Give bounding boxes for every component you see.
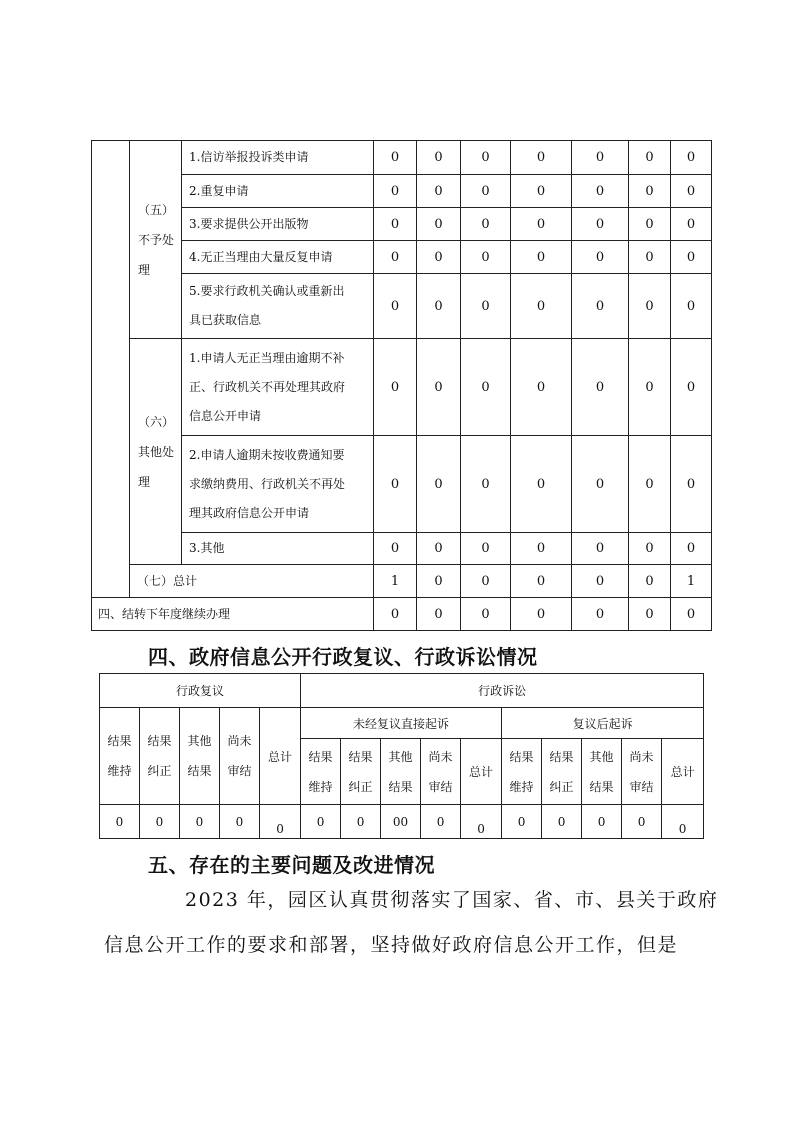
section-heading-problems-improvements: 五、存在的主要问题及改进情况 xyxy=(148,853,435,877)
col-header-other-result: 其他 结果 xyxy=(582,739,622,805)
table-row xyxy=(92,533,712,565)
value-cell: 0 xyxy=(374,339,417,436)
table-row xyxy=(100,805,704,839)
carryover-label: 四、结转下年度继续办理 xyxy=(92,598,374,631)
value-cell: 1 xyxy=(671,565,712,598)
value-cell: 0 xyxy=(417,241,461,274)
value-cell: 0 xyxy=(260,805,301,839)
value-cell: 0 xyxy=(461,274,511,339)
col-header-pending: 尚未 审结 xyxy=(622,739,662,805)
col-header-other-result: 其他 结果 xyxy=(180,708,220,805)
value-cell: 0 xyxy=(374,274,417,339)
value-cell: 0 xyxy=(572,565,629,598)
value-cell: 0 xyxy=(461,208,511,241)
value-cell: 0 xyxy=(671,241,712,274)
value-cell: 0 xyxy=(502,805,542,839)
table-row xyxy=(92,274,712,339)
value-cell: 0 xyxy=(629,241,671,274)
value-cell: 0 xyxy=(461,175,511,208)
outer-indent-cell xyxy=(92,565,130,598)
value-cell: 0 xyxy=(572,241,629,274)
outer-indent-cell xyxy=(92,175,130,208)
outer-indent-cell xyxy=(92,241,130,274)
value-cell: 0 xyxy=(461,141,511,175)
value-cell: 0 xyxy=(572,141,629,175)
category-label-other-handling: （六） 其他处 理 xyxy=(130,339,182,565)
value-cell: 0 xyxy=(572,339,629,436)
value-cell: 0 xyxy=(671,141,712,175)
col-header-result-upheld: 结果 维持 xyxy=(502,739,542,805)
section-heading-review-litigation: 四、政府信息公开行政复议、行政诉讼情况 xyxy=(148,645,538,669)
col-header-pending: 尚未 审结 xyxy=(421,739,461,805)
value-cell: 0 xyxy=(671,436,712,533)
value-cell: 00 xyxy=(381,805,421,839)
value-cell: 0 xyxy=(417,175,461,208)
value-cell: 0 xyxy=(417,274,461,339)
table-row xyxy=(92,175,712,208)
value-cell: 0 xyxy=(511,208,572,241)
value-cell: 0 xyxy=(511,565,572,598)
value-cell: 0 xyxy=(220,805,260,839)
value-cell: 0 xyxy=(629,141,671,175)
value-cell: 0 xyxy=(374,533,417,565)
value-cell: 0 xyxy=(417,436,461,533)
outer-indent-cell xyxy=(92,436,130,533)
value-cell: 0 xyxy=(511,339,572,436)
value-cell: 0 xyxy=(629,208,671,241)
value-cell: 0 xyxy=(374,141,417,175)
col-header-pending: 尚未 审结 xyxy=(220,708,260,805)
value-cell: 0 xyxy=(417,141,461,175)
value-cell: 0 xyxy=(100,805,140,839)
value-cell: 0 xyxy=(511,274,572,339)
item-label: 2.申请人逾期未按收费通知要 求缴纳费用、行政机关不再处 理其政府信息公开申请 xyxy=(182,436,374,533)
value-cell: 0 xyxy=(301,805,341,839)
value-cell: 0 xyxy=(511,141,572,175)
value-cell: 1 xyxy=(374,565,417,598)
col-header-result-upheld: 结果 维持 xyxy=(301,739,341,805)
value-cell: 0 xyxy=(629,533,671,565)
outer-indent-cell xyxy=(92,339,130,436)
value-cell: 0 xyxy=(511,598,572,631)
value-cell: 0 xyxy=(542,805,582,839)
value-cell: 0 xyxy=(417,565,461,598)
table-row xyxy=(92,208,712,241)
value-cell: 0 xyxy=(629,274,671,339)
col-header-result-corrected: 结果 纠正 xyxy=(341,739,381,805)
table-row xyxy=(92,241,712,274)
value-cell: 0 xyxy=(629,175,671,208)
value-cell: 0 xyxy=(582,805,622,839)
value-cell: 0 xyxy=(511,175,572,208)
value-cell: 0 xyxy=(511,533,572,565)
total-label: （七）总计 xyxy=(130,565,374,598)
outer-indent-cell xyxy=(92,208,130,241)
value-cell: 0 xyxy=(572,598,629,631)
value-cell: 0 xyxy=(374,241,417,274)
value-cell: 0 xyxy=(417,598,461,631)
value-cell: 0 xyxy=(417,208,461,241)
value-cell: 0 xyxy=(341,805,381,839)
value-cell: 0 xyxy=(417,339,461,436)
col-header-result-corrected: 结果 纠正 xyxy=(542,739,582,805)
table-row-carryover xyxy=(92,598,712,631)
table-row xyxy=(92,141,712,175)
value-cell: 0 xyxy=(421,805,461,839)
value-cell: 0 xyxy=(572,274,629,339)
value-cell: 0 xyxy=(629,436,671,533)
value-cell: 0 xyxy=(511,241,572,274)
col-header-total: 总计 xyxy=(461,739,502,805)
value-cell: 0 xyxy=(461,805,502,839)
value-cell: 0 xyxy=(461,533,511,565)
value-cell: 0 xyxy=(629,565,671,598)
table-header-row xyxy=(100,708,704,739)
value-cell: 0 xyxy=(629,598,671,631)
value-cell: 0 xyxy=(572,175,629,208)
value-cell: 0 xyxy=(572,533,629,565)
review-litigation-table xyxy=(99,673,704,839)
value-cell: 0 xyxy=(461,241,511,274)
value-cell: 0 xyxy=(671,598,712,631)
value-cell: 0 xyxy=(511,436,572,533)
value-cell: 0 xyxy=(461,339,511,436)
table-row-total xyxy=(92,565,712,598)
value-cell: 0 xyxy=(461,436,511,533)
header-admin-litigation: 行政诉讼 xyxy=(301,674,704,708)
col-header-other-result: 其他 结果 xyxy=(381,739,421,805)
value-cell: 0 xyxy=(662,805,704,839)
col-header-total: 总计 xyxy=(260,708,301,805)
body-paragraph-line: 2023 年，园区认真贯彻落实了国家、省、市、县关于政府 xyxy=(185,889,719,911)
item-label: 3.其他 xyxy=(182,533,374,565)
value-cell: 0 xyxy=(629,339,671,436)
item-label: 4.无正当理由大量反复申请 xyxy=(182,241,374,274)
value-cell: 0 xyxy=(671,339,712,436)
outer-indent-cell xyxy=(92,274,130,339)
body-paragraph-line: 信息公开工作的要求和部署，坚持做好政府信息公开工作，但是 xyxy=(104,934,679,956)
col-header-total: 总计 xyxy=(662,739,704,805)
item-label: 1.申请人无正当理由逾期不补 正、行政机关不再处理其政府 信息公开申请 xyxy=(182,339,374,436)
value-cell: 0 xyxy=(671,533,712,565)
value-cell: 0 xyxy=(374,436,417,533)
header-after-review-litigation: 复议后起诉 xyxy=(502,708,704,739)
value-cell: 0 xyxy=(671,208,712,241)
value-cell: 0 xyxy=(374,175,417,208)
col-header-result-corrected: 结果 纠正 xyxy=(140,708,180,805)
value-cell: 0 xyxy=(622,805,662,839)
table-row xyxy=(92,436,712,533)
item-label: 3.要求提供公开出版物 xyxy=(182,208,374,241)
item-label: 5.要求行政机关确认或重新出 具已获取信息 xyxy=(182,274,374,339)
category-label-not-processed: （五） 不予处 理 xyxy=(130,141,182,339)
value-cell: 0 xyxy=(572,436,629,533)
value-cell: 0 xyxy=(461,565,511,598)
value-cell: 0 xyxy=(572,208,629,241)
value-cell: 0 xyxy=(140,805,180,839)
value-cell: 0 xyxy=(671,274,712,339)
outer-indent-cell xyxy=(92,533,130,565)
outer-indent-cell xyxy=(92,141,130,175)
disposition-table xyxy=(91,140,712,631)
table-header-row xyxy=(100,674,704,708)
col-header-result-upheld: 结果 维持 xyxy=(100,708,140,805)
value-cell: 0 xyxy=(180,805,220,839)
value-cell: 0 xyxy=(374,208,417,241)
value-cell: 0 xyxy=(374,598,417,631)
item-label: 2.重复申请 xyxy=(182,175,374,208)
header-admin-review: 行政复议 xyxy=(100,674,301,708)
value-cell: 0 xyxy=(671,175,712,208)
value-cell: 0 xyxy=(417,533,461,565)
value-cell: 0 xyxy=(461,598,511,631)
item-label: 1.信访举报投诉类申请 xyxy=(182,141,374,175)
header-direct-litigation: 未经复议直接起诉 xyxy=(301,708,502,739)
table-row xyxy=(92,339,712,436)
